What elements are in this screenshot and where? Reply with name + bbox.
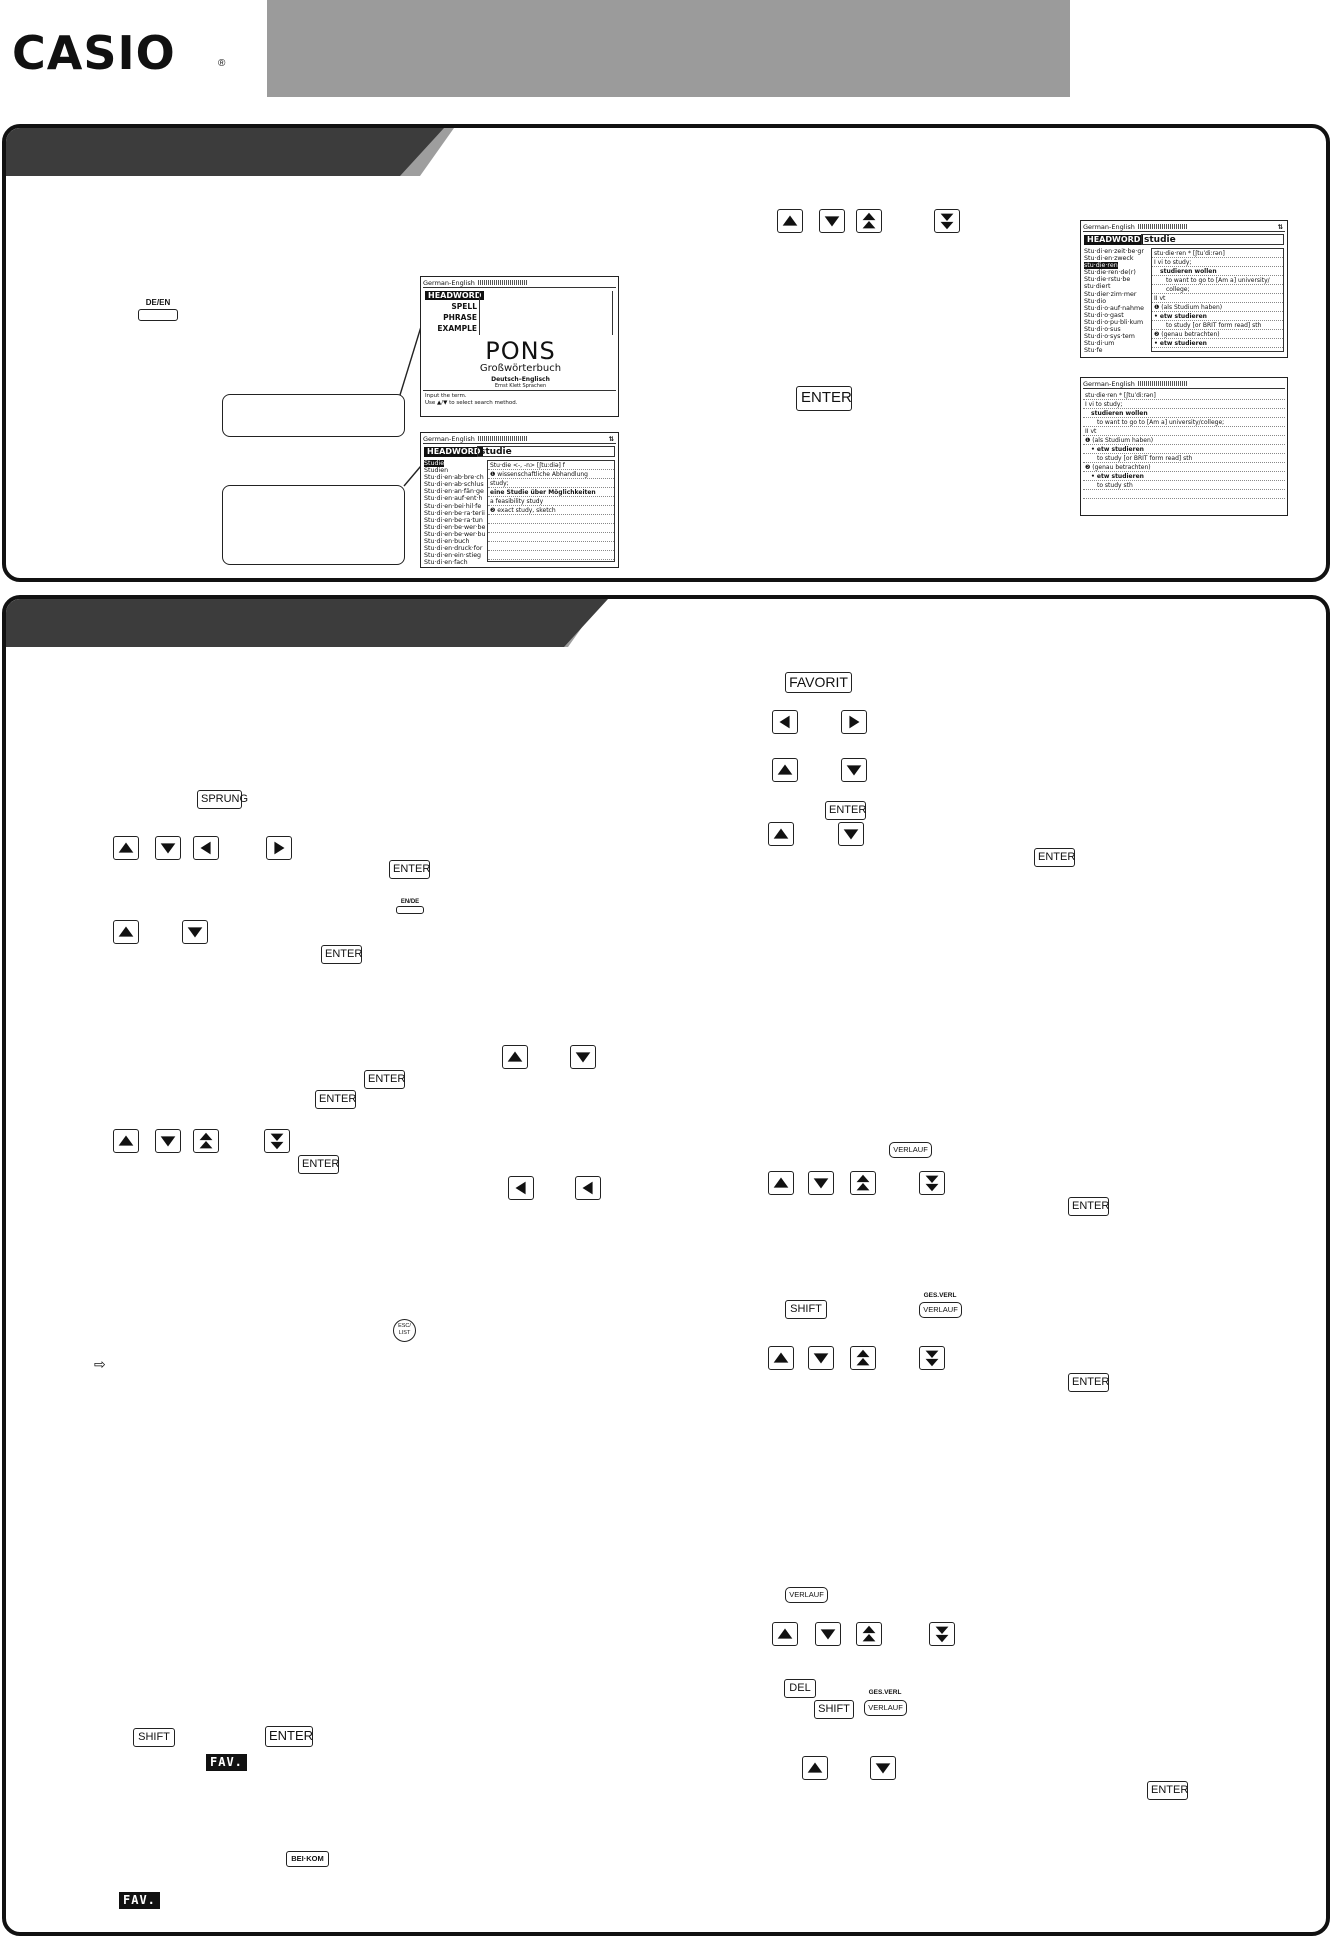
page-up-key[interactable] — [850, 1171, 876, 1195]
enter-key[interactable]: ENTER — [1147, 1781, 1188, 1800]
fav-badge: FAV. — [206, 1754, 247, 1771]
ges-verl-label: GES.VERL — [868, 1689, 902, 1696]
headword-list[interactable]: Studie Studien Stu·di·en·ab·bre·ch Stu·di·en·ab·schlus Stu·di·en·an·fän·ge Stu·di·en·auf·ent·h Stu·di·en·bei·hil·fe Stu·di·en·be·ra·terii Stu·di·en·be·ra·tun Stu·di·en·be·wer·be Stu·di·en·be·wer·bu Stu·di·en·buch Stu·di·en·druck·for Stu·di·en·ein·stieg Stu·di·en·fach — [424, 460, 486, 567]
screen-initial — [420, 276, 619, 417]
down-arrow-key[interactable] — [570, 1045, 596, 1069]
up-arrow-key[interactable] — [502, 1045, 528, 1069]
screen-headword-list — [420, 432, 619, 568]
page-down-key[interactable] — [929, 1622, 955, 1646]
del-key[interactable]: DEL — [784, 1679, 816, 1698]
down-arrow-key[interactable] — [808, 1346, 834, 1370]
callout-box — [222, 394, 405, 437]
down-arrow-key[interactable] — [841, 758, 867, 782]
left-arrow-key[interactable] — [772, 710, 798, 734]
up-arrow-key[interactable] — [113, 1129, 139, 1153]
ges-verl-label: GES.VERL — [923, 1292, 957, 1299]
fav-badge: FAV. — [119, 1892, 160, 1909]
pons-logo: PONS — [485, 337, 556, 365]
down-arrow-key[interactable] — [155, 1129, 181, 1153]
product-name: Großwörterbuch — [479, 363, 562, 374]
de-en-key[interactable] — [138, 309, 178, 321]
hint-line-1: Input the term. — [425, 393, 467, 399]
preview-pane: stu·die·ren * [ʃtuˈdiːrən] I vi to study; studieren wollen to want to go to [Am a] university/ college; II vt ❶ (als Studium haben) • etw studieren to study [or BRIT form read] sth ❷ (genau betrachten) • etw studieren — [1151, 248, 1284, 352]
mode-list[interactable]: HEADWORD SPELL PHRASE EXAMPLE — [425, 290, 477, 334]
page-down-key[interactable] — [934, 209, 960, 233]
shift-key[interactable]: SHIFT — [785, 1300, 827, 1319]
screen-title-bar: German-English — [1083, 380, 1285, 389]
hint-line-2: Use ▲/▼ to select search method. — [425, 400, 518, 406]
screen-entry-full — [1080, 377, 1288, 516]
screen-headword-detail — [1080, 220, 1288, 358]
up-arrow-key[interactable] — [768, 1346, 794, 1370]
enter-key[interactable]: ENTER — [265, 1726, 313, 1747]
sprung-key[interactable]: SPRUNG — [197, 790, 242, 809]
shift-key[interactable]: SHIFT — [133, 1728, 175, 1747]
en-de-key-label: EN/DE — [400, 899, 420, 905]
page-up-key[interactable] — [850, 1346, 876, 1370]
verlauf-key[interactable]: VERLAUF — [889, 1142, 932, 1158]
down-arrow-key[interactable] — [182, 920, 208, 944]
mode-input-bracket — [479, 291, 613, 335]
down-arrow-key[interactable] — [870, 1756, 896, 1780]
preview-pane: Stu·die <-, -n> [ʃtuːdiə] f ❶ wissenschaftliche Abhandlung study; eine Studie über Möglichkeiten a feasibility study ❷ exact study, sketch — [487, 460, 615, 562]
publisher: Ernst Klett Sprachen — [494, 383, 547, 389]
page-up-key[interactable] — [856, 209, 882, 233]
enter-key[interactable]: ENTER — [315, 1090, 356, 1109]
enter-key[interactable]: ENTER — [1068, 1373, 1109, 1392]
up-arrow-key[interactable] — [772, 758, 798, 782]
favorit-key[interactable]: FAVORIT — [785, 672, 852, 693]
left-arrow-key[interactable] — [508, 1176, 534, 1200]
right-arrow-key[interactable] — [841, 710, 867, 734]
down-arrow-key[interactable] — [155, 836, 181, 860]
up-arrow-key[interactable] — [768, 822, 794, 846]
enter-key[interactable]: ENTER — [364, 1070, 405, 1089]
enter-key[interactable]: ENTER — [389, 860, 430, 879]
page-up-key[interactable] — [856, 1622, 882, 1646]
enter-key[interactable]: ENTER — [321, 945, 362, 964]
screen-title-bar: German-English ⇅ — [1083, 223, 1283, 231]
up-arrow-key[interactable] — [768, 1171, 794, 1195]
verlauf-key[interactable]: VERLAUF — [864, 1700, 907, 1716]
product-subtitle: Deutsch–Englisch — [491, 376, 550, 383]
mode-label: HEADWORD — [424, 447, 483, 457]
esc-list-key[interactable]: ESC/ LIST — [393, 1319, 416, 1342]
screen-title-bar: German-English ⇅ — [423, 435, 614, 443]
up-arrow-key[interactable] — [777, 209, 803, 233]
up-arrow-key[interactable] — [772, 1622, 798, 1646]
verlauf-key[interactable]: VERLAUF — [919, 1302, 962, 1318]
up-arrow-key[interactable] — [113, 836, 139, 860]
shift-key[interactable]: SHIFT — [814, 1700, 854, 1719]
mode-label: HEADWORD — [1084, 235, 1143, 245]
verlauf-key[interactable]: VERLAUF — [785, 1587, 828, 1603]
down-arrow-key[interactable] — [808, 1171, 834, 1195]
down-arrow-key[interactable] — [819, 209, 845, 233]
page-up-key[interactable] — [193, 1129, 219, 1153]
casio-logo: CASIO — [12, 26, 176, 80]
page-down-key[interactable] — [919, 1171, 945, 1195]
search-input[interactable]: studie — [477, 446, 615, 457]
de-en-key-label: DE/EN — [145, 298, 171, 307]
left-arrow-key[interactable] — [193, 836, 219, 860]
enter-key[interactable]: ENTER — [796, 386, 852, 411]
left-arrow-key[interactable] — [575, 1176, 601, 1200]
enter-key[interactable]: ENTER — [1068, 1197, 1109, 1216]
down-arrow-key[interactable] — [838, 822, 864, 846]
screen-title-bar: German-English — [423, 279, 616, 288]
up-arrow-key[interactable] — [802, 1756, 828, 1780]
entry-pane: stu·die·ren * [ʃtuˈdiːrən] I vi to study; studieren wollen to want to go to [Am a] university/college; II vt ❶ (als Studium haben) • etw studieren to study [or BRIT form read] sth ❷ (genau betrachten) • etw studieren to study sth — [1083, 391, 1285, 513]
enter-key[interactable]: ENTER — [1034, 848, 1075, 867]
page-down-key[interactable] — [264, 1129, 290, 1153]
beikom-key[interactable]: BEI·KOM — [286, 1851, 329, 1867]
enter-key[interactable]: ENTER — [298, 1155, 339, 1174]
title-bar — [267, 0, 1070, 97]
en-de-key[interactable] — [396, 906, 424, 914]
pointer-arrow-icon: ⇨ — [94, 1356, 106, 1372]
registered-mark: ® — [218, 58, 226, 69]
enter-key[interactable]: ENTER — [825, 801, 866, 820]
headword-list[interactable]: Stu·di·en·zeit·be·gr Stu·di·en·zweck stu·die·ren Stu·die·ren·de(r) Stu·die·rstu·be stu·diert Stu·dier·zim·mer Stu·dio Stu·di·o·auf·nahme Stu·di·o·gast Stu·di·o·pu·bli·kum Stu·di·o·sus Stu·di·o·sys·tem Stu·di·um Stu·fe — [1084, 248, 1144, 355]
panel-tab — [6, 128, 400, 176]
right-arrow-key[interactable] — [266, 836, 292, 860]
up-arrow-key[interactable] — [113, 920, 139, 944]
panel-tab — [6, 599, 564, 647]
search-input[interactable]: studie — [1141, 234, 1284, 245]
down-arrow-key[interactable] — [815, 1622, 841, 1646]
callout-box — [222, 485, 405, 565]
page-down-key[interactable] — [919, 1346, 945, 1370]
